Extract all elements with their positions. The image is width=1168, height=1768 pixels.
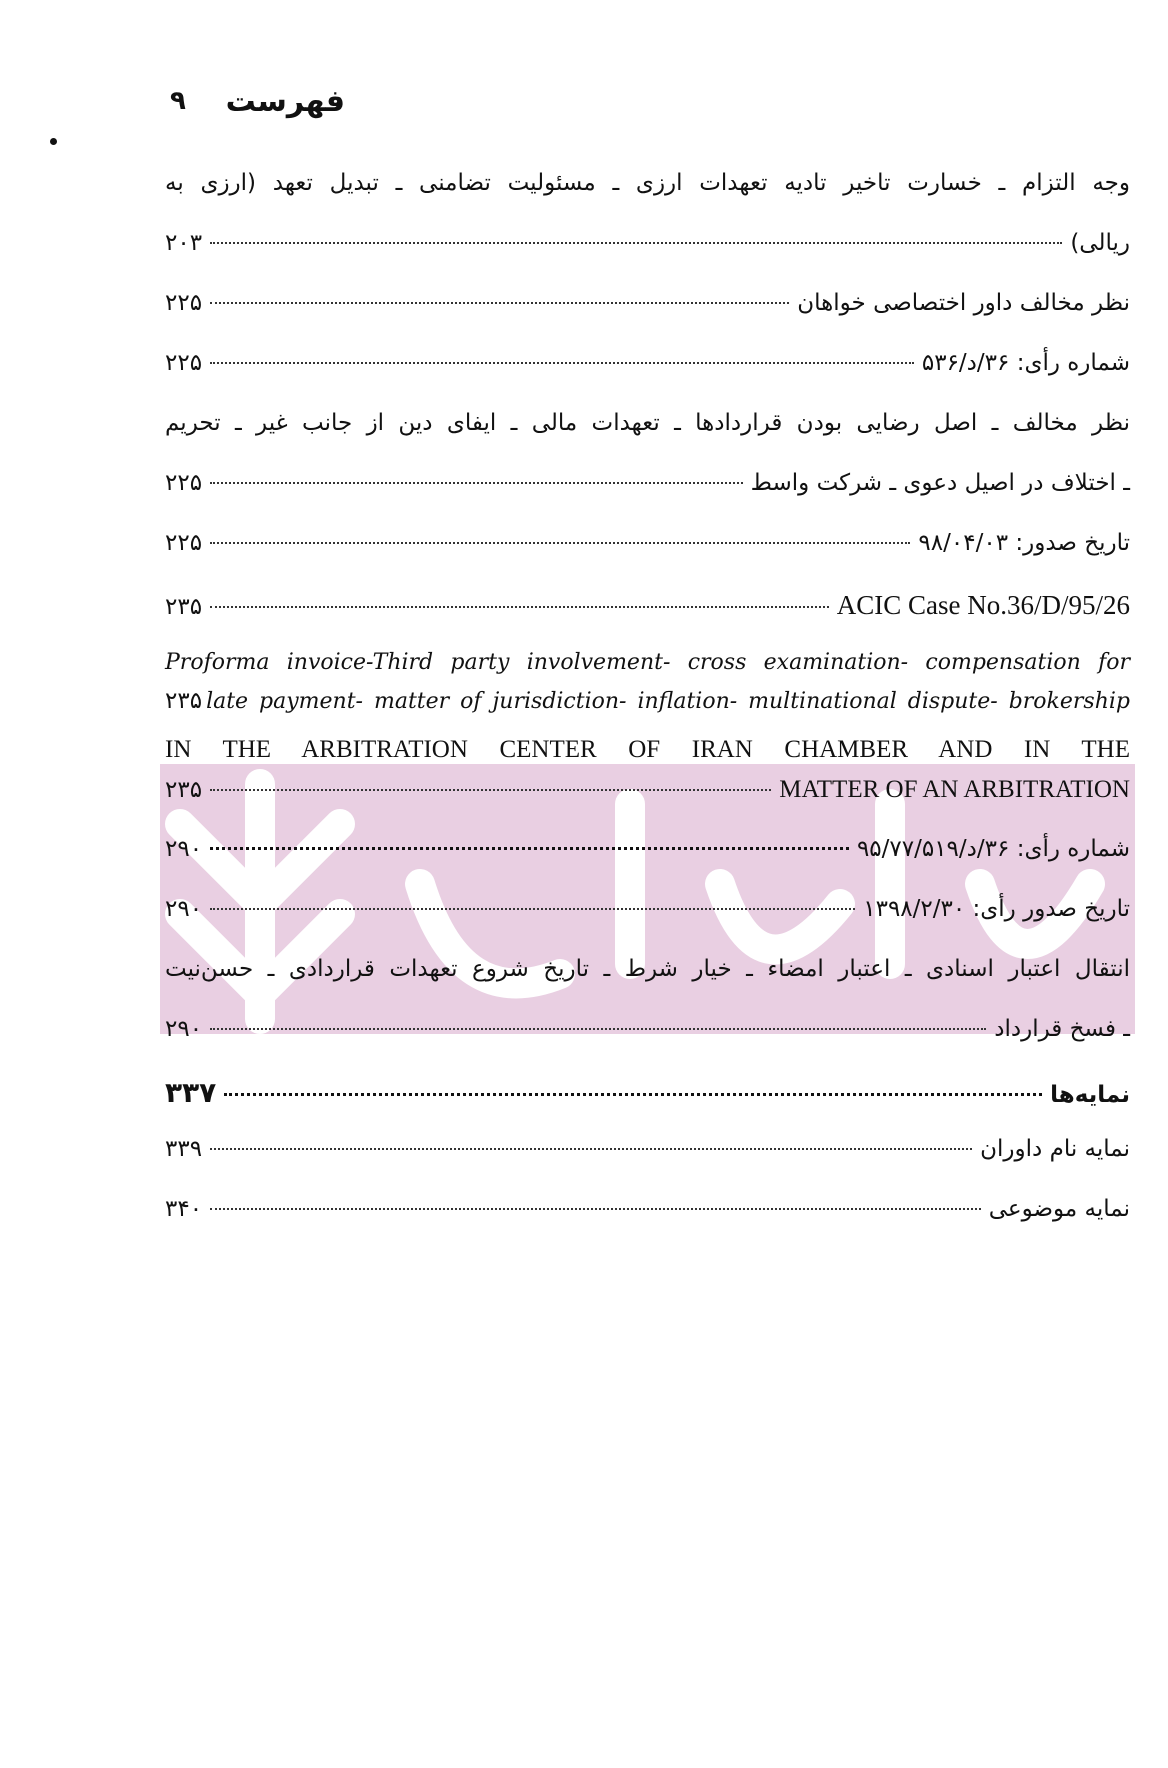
toc-entry-text: ـ اختلاف در اصیل دعوی ـ شرکت واسط xyxy=(750,470,1130,496)
toc-entry-text: ـ فسخ قرارداد xyxy=(994,1016,1130,1042)
toc-entry-page: ۲۹۰ xyxy=(165,836,203,862)
toc-entry-page: ۳۴۰ xyxy=(165,1196,203,1222)
dot-leader xyxy=(210,1208,981,1210)
toc-entry[interactable] xyxy=(165,350,1130,410)
toc-entry-text: MATTER OF AN ARBITRATION xyxy=(779,776,1130,803)
toc-entry-text: نظر مخالف ـ اصل رضایی بودن قراردادها ـ تعهدات مالی ـ ایفای دین از جانب غیر ـ تحریم xyxy=(165,410,1130,436)
toc-entry-page: ۲۲۵ xyxy=(165,350,203,376)
toc-entry-text: ACIC Case No.36/D/95/26 xyxy=(836,590,1130,620)
toc-entry[interactable] xyxy=(165,1196,1130,1256)
toc-entry[interactable] xyxy=(165,650,1130,730)
dot-leader xyxy=(210,1028,986,1030)
toc-entry-text: نمایه‌ها xyxy=(1050,1082,1130,1108)
toc-entry[interactable] xyxy=(165,170,1130,290)
toc-entry-page: ۲۰۳ xyxy=(165,230,203,256)
toc-entry[interactable] xyxy=(165,1136,1130,1196)
dot-leader xyxy=(210,482,743,484)
dot-leader xyxy=(224,1093,1042,1096)
toc-entry-text: انتقال اعتبار اسنادی ـ اعتبار امضاء ـ خیار شرط ـ تاریخ شروع تعهدات قراردادی ـ حسن‌نیت xyxy=(165,956,1130,982)
toc-entry-text: تاریخ صدور رأی: ۱۳۹۸/۲/۳۰ xyxy=(863,896,1130,922)
toc-entry-text: IN THE ARBITRATION CENTER OF IRAN CHAMBER AND IN THE xyxy=(165,736,1130,763)
toc-entry-text: وجه التزام ـ خسارت تاخیر تادیه تعهدات ارزی ـ مسئولیت تضامنی ـ تبدیل تعهد (ارزی به xyxy=(165,170,1130,196)
toc-entry[interactable] xyxy=(165,590,1130,650)
page-header xyxy=(170,84,345,134)
toc-entry-text: late payment- matter of jurisdiction- inflation- multinational dispute- brokership xyxy=(206,689,1130,714)
toc-entry[interactable] xyxy=(165,1076,1130,1136)
toc-entry-page: ۲۳۵ xyxy=(165,777,203,803)
dot-leader xyxy=(210,1148,972,1150)
page-number: ۹ xyxy=(170,86,186,116)
toc-entry-page: ۳۳۹ xyxy=(165,1136,203,1162)
toc-entry-text: شماره رأی: ۳۶/د/۵۳۶ xyxy=(921,350,1130,376)
toc-entry-text: شماره رأی: ۳۶/د/۹۵/۷۷/۵۱۹ xyxy=(856,836,1130,862)
toc-entry[interactable] xyxy=(165,736,1130,836)
toc-entry[interactable] xyxy=(165,290,1130,350)
toc-entry-text: نمایه نام داوران xyxy=(980,1136,1130,1162)
stray-dot xyxy=(50,138,57,145)
dot-leader xyxy=(210,302,789,304)
toc-entry[interactable] xyxy=(165,530,1130,590)
page-title: فهرست xyxy=(225,84,345,119)
dot-leader xyxy=(210,908,855,910)
toc-entry-text: تاریخ صدور: ۹۸/۰۴/۰۳ xyxy=(918,530,1130,556)
dot-leader xyxy=(210,242,1062,244)
dot-leader xyxy=(210,362,914,364)
toc-entry-text: نظر مخالف داور اختصاصی خواهان xyxy=(797,290,1130,316)
toc-entry-page: ۳۳۷ xyxy=(165,1076,217,1109)
toc-entry-text: نمایه موضوعی xyxy=(988,1196,1130,1222)
toc-entry[interactable] xyxy=(165,836,1130,896)
toc-entry-text: ریالی) xyxy=(1070,230,1130,256)
toc-entry-page: ۲۳۵ xyxy=(165,594,203,620)
toc-entry-text: Proforma invoice-Third party involvement- cross examination- compensation for xyxy=(165,650,1130,675)
toc-entry-page: ۲۹۰ xyxy=(165,896,203,922)
toc-entry-page: ۲۹۰ xyxy=(165,1016,203,1042)
dot-leader xyxy=(210,542,910,544)
toc-entry-page: ۲۲۵ xyxy=(165,530,203,556)
dot-leader xyxy=(210,606,829,608)
toc-entry[interactable] xyxy=(165,410,1130,530)
toc-list xyxy=(165,170,1130,1256)
dot-leader xyxy=(210,789,771,791)
dot-leader xyxy=(210,847,849,850)
toc-entry-page: ۲۳۵ xyxy=(165,688,203,714)
toc-entry[interactable] xyxy=(165,956,1130,1076)
toc-entry-page: ۲۲۵ xyxy=(165,470,203,496)
toc-entry-page: ۲۲۵ xyxy=(165,290,203,316)
toc-entry[interactable] xyxy=(165,896,1130,956)
